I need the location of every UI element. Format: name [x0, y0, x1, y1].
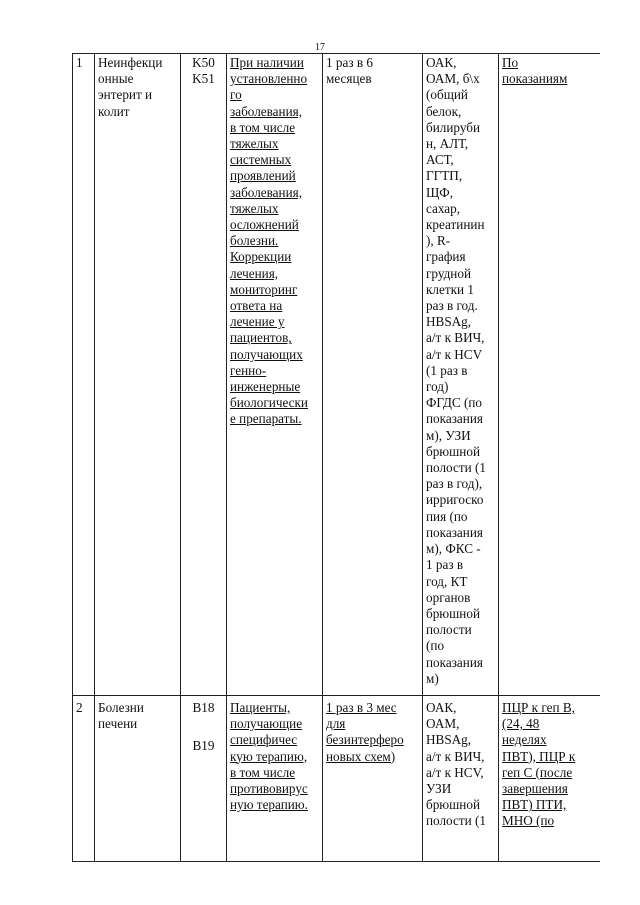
row-number: 2	[73, 695, 95, 861]
row-number: 1	[73, 54, 95, 696]
icd-codes-cell	[181, 695, 227, 861]
disease-name: Неинфекци онные энтерит и колит	[95, 54, 181, 696]
disease-name: Болезни печени	[95, 695, 181, 861]
additional-text: По показаниям	[499, 54, 601, 696]
document-table-container	[72, 53, 600, 905]
icd-code: K50	[192, 55, 215, 70]
frequency-text: 1 раз в 3 мес для безинтерферо новых схем)	[323, 695, 423, 861]
icd-code: K51	[192, 71, 215, 87]
additional-text: ПЦР к геп В, (24, 48 неделях ПВТ), ПЦР к геп С (после завершения ПВТ) ПТИ, МНО (по	[499, 695, 601, 861]
indication-text: При наличии установленно го заболевания, в том числе тяжелых системных проявлений заболевания, тяжелых осложнений болезни. Коррекции лечения, мониторинг ответа на лечение у пациентов, получающих генно- инженерные биологически е препараты.	[227, 54, 323, 696]
indication-text: Пациенты, получающие специфичес кую терапию, в том числе противовирус ную терапию.	[227, 695, 323, 861]
icd-codes-cell	[181, 54, 227, 696]
icd-code: B18	[192, 699, 215, 715]
table-row	[73, 695, 601, 861]
table-row	[73, 54, 601, 696]
frequency-text: 1 раз в 6 месяцев	[323, 54, 423, 696]
exams-text: ОАК, ОАМ, б\х (общий белок, билируби н, АЛТ, АСТ, ГГТП, ЩФ, сахар, креатинин ), R- графия грудной клетки 1 раз в год. HBSAg, а/т к ВИЧ, а/т к HCV (1 раз в год) ФГДС (по показания м), УЗИ брюшной полости (1 раз в год), ирригоско пия (по показания м), ФКС - 1 раз в год, КТ органов брюшной полости (по показания м)	[423, 54, 499, 696]
icd-code: B19	[192, 738, 215, 754]
document-table	[72, 53, 600, 862]
page-number: 17	[315, 42, 325, 53]
exams-text: ОАК, ОАМ, HBSAg, а/т к ВИЧ, а/т к HCV, УЗИ брюшной полости (1	[423, 695, 499, 861]
